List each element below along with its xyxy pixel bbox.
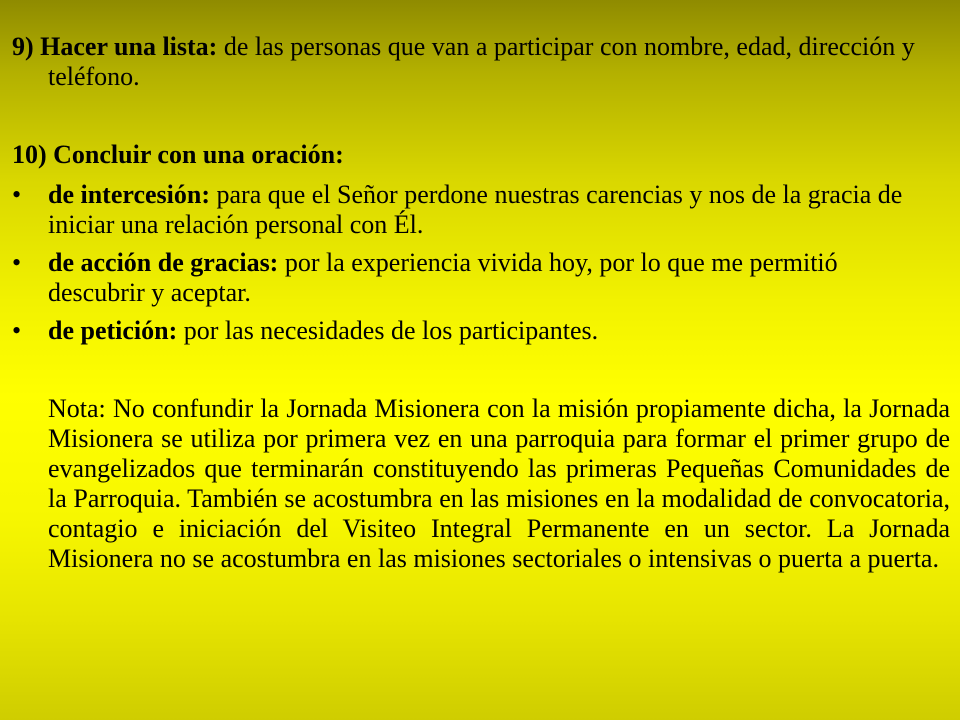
bullet-intercesion: [12, 180, 932, 240]
bullet-accion-de-gracias: [12, 248, 932, 308]
bullet-label: de petición:: [48, 316, 178, 345]
bullet-symbol: •: [12, 316, 22, 345]
bullet-text: para que el Señor perdone nuestras carencias y nos de la gracia de iniciar una relación personal con Él.: [48, 180, 903, 239]
bullet-peticion: [12, 316, 932, 346]
item-10-heading: 10) Concluir con una oración:: [12, 140, 344, 169]
bullet-symbol: •: [12, 248, 22, 277]
nota-paragraph: Nota: No confundir la Jornada Misionera con la misión propiamente dicha, la Jornada Misionera se utiliza por primera vez en una parroquia para formar el primer grupo de evangelizados que terminarán constituyendo las primeras Pequeñas Comunidades de la Parroquia. También se acostumbra en las misiones en la modalidad de convocatoria, contagio e iniciación del Visiteo Integral Permanente en un sector. La Jornada Misionera no se acostumbra en las misiones sectoriales o intensivas o puerta a puerta.: [48, 394, 950, 573]
bullet-label: de intercesión:: [48, 180, 210, 209]
item-9-text: de las personas que van a participar con nombre, edad, dirección y teléfono.: [48, 32, 915, 91]
item-9-paragraph: [12, 32, 960, 92]
bullet-label: de acción de gracias:: [48, 248, 279, 277]
bullet-text: por la experiencia vivida hoy, por lo que me permitió descubrir y aceptar.: [48, 248, 838, 307]
bullet-symbol: •: [12, 180, 22, 209]
item-9-label: 9) Hacer una lista:: [12, 32, 218, 61]
bullet-text: por las necesidades de los participantes.: [177, 316, 599, 345]
